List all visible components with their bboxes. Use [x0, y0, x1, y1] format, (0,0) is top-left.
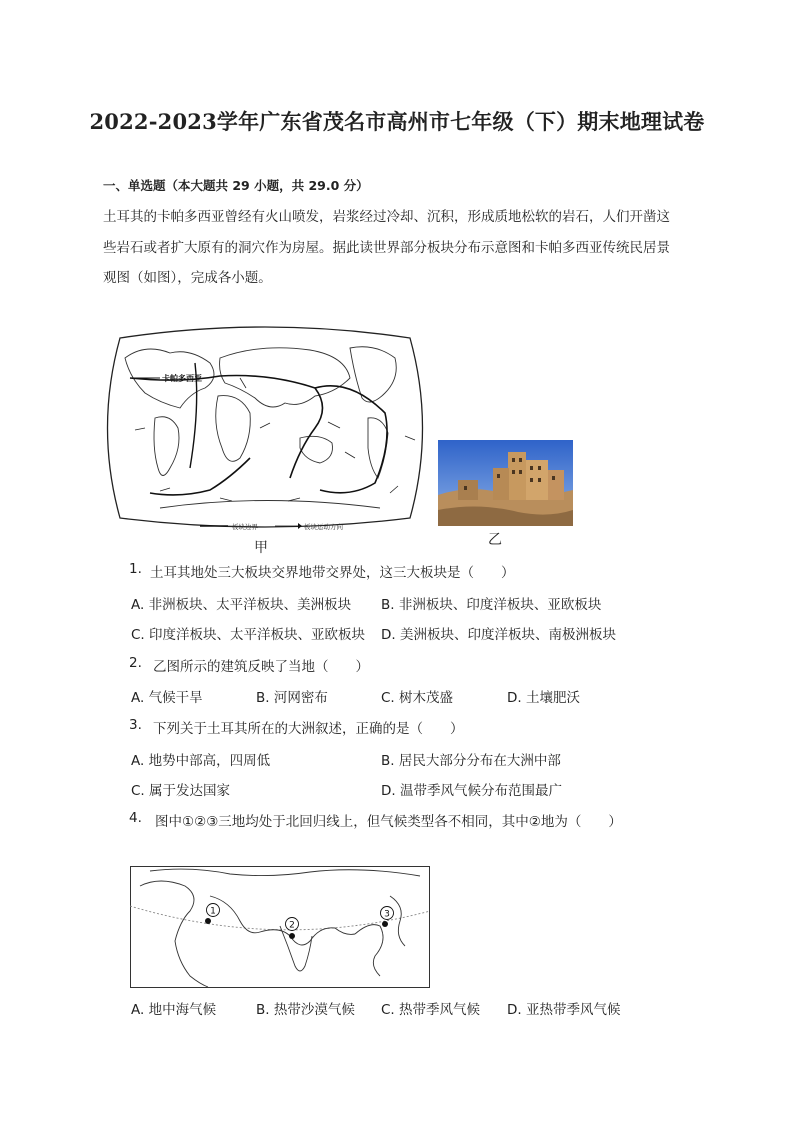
- cappadocia-label: 卡帕多西亚: [162, 374, 202, 383]
- question-1-option-c: C. 印度洋板块、太平洋板块、亚欧板块: [131, 627, 366, 643]
- tropic-map: [130, 866, 430, 988]
- question-3-stem: 下列关于土耳其所在的大洲叙述，正确的是（ ）: [153, 721, 464, 737]
- question-3-number: 3.: [129, 717, 142, 733]
- question-2-option-a: A. 气候干旱: [131, 690, 203, 706]
- world-plate-map: [100, 318, 430, 538]
- marker-3-label: 3: [384, 909, 390, 920]
- question-4-stem: 图中①②③三地均处于北回归线上，但气候类型各不相同，其中②地为（ ）: [155, 814, 622, 830]
- question-2-option-b: B. 河网密布: [256, 690, 328, 706]
- dwelling-photo: [438, 440, 573, 526]
- question-1-option-d: D. 美洲板块、印度洋板块、南极洲板块: [381, 627, 616, 643]
- passage-line-1: 土耳其的卡帕多西亚曾经有火山喷发，岩浆经过冷却、沉积，形成质地松软的岩石，人们开凿这: [103, 209, 670, 225]
- marker-1-label: 1: [210, 906, 216, 917]
- page-title: 2022-2023学年广东省茂名市高州市七年级（下）期末地理试卷: [89, 109, 705, 134]
- question-3-option-d: D. 温带季风气候分布范围最广: [381, 783, 562, 799]
- legend-boundary-label: 板块边界: [232, 523, 258, 531]
- passage-line-3: 观图（如图），完成各小题。: [103, 270, 272, 286]
- question-2-number: 2.: [129, 655, 142, 671]
- question-2-option-d: D. 土壤肥沃: [507, 690, 580, 706]
- question-2-option-c: C. 树木茂盛: [381, 690, 454, 706]
- question-4-option-a: A. 地中海气候: [131, 1002, 217, 1018]
- question-1-number: 1.: [129, 561, 142, 577]
- section-heading: 一、单选题（本大题共 29 小题，共 29.0 分）: [103, 178, 369, 193]
- question-4-option-d: D. 亚热带季风气候: [507, 1002, 621, 1018]
- question-3-option-b: B. 居民大部分分布在大洲中部: [381, 753, 561, 769]
- question-1-stem: 土耳其地处三大板块交界地带交界处，这三大板块是（ ）: [150, 565, 515, 581]
- passage-line-2: 些岩石或者扩大原有的洞穴作为房屋。据此读世界部分板块分布示意图和卡帕多西亚传统民居景: [103, 240, 670, 256]
- figure-label-jia: 甲: [254, 540, 268, 556]
- question-4-number: 4.: [129, 810, 142, 826]
- question-1-option-b: B. 非洲板块、印度洋板块、亚欧板块: [381, 597, 602, 613]
- marker-2-label: 2: [289, 920, 295, 931]
- question-4-option-c: C. 热带季风气候: [381, 1002, 481, 1018]
- figure-label-yi: 乙: [488, 532, 502, 548]
- question-4-option-b: B. 热带沙漠气候: [256, 1002, 355, 1018]
- question-2-stem: 乙图所示的建筑反映了当地（ ）: [153, 659, 369, 675]
- legend-motion-label: 板块运动方向: [304, 523, 343, 531]
- question-3-option-c: C. 属于发达国家: [131, 783, 231, 799]
- question-3-option-a: A. 地势中部高，四周低: [131, 753, 271, 769]
- question-1-option-a: A. 非洲板块、太平洋板块、美洲板块: [131, 597, 352, 613]
